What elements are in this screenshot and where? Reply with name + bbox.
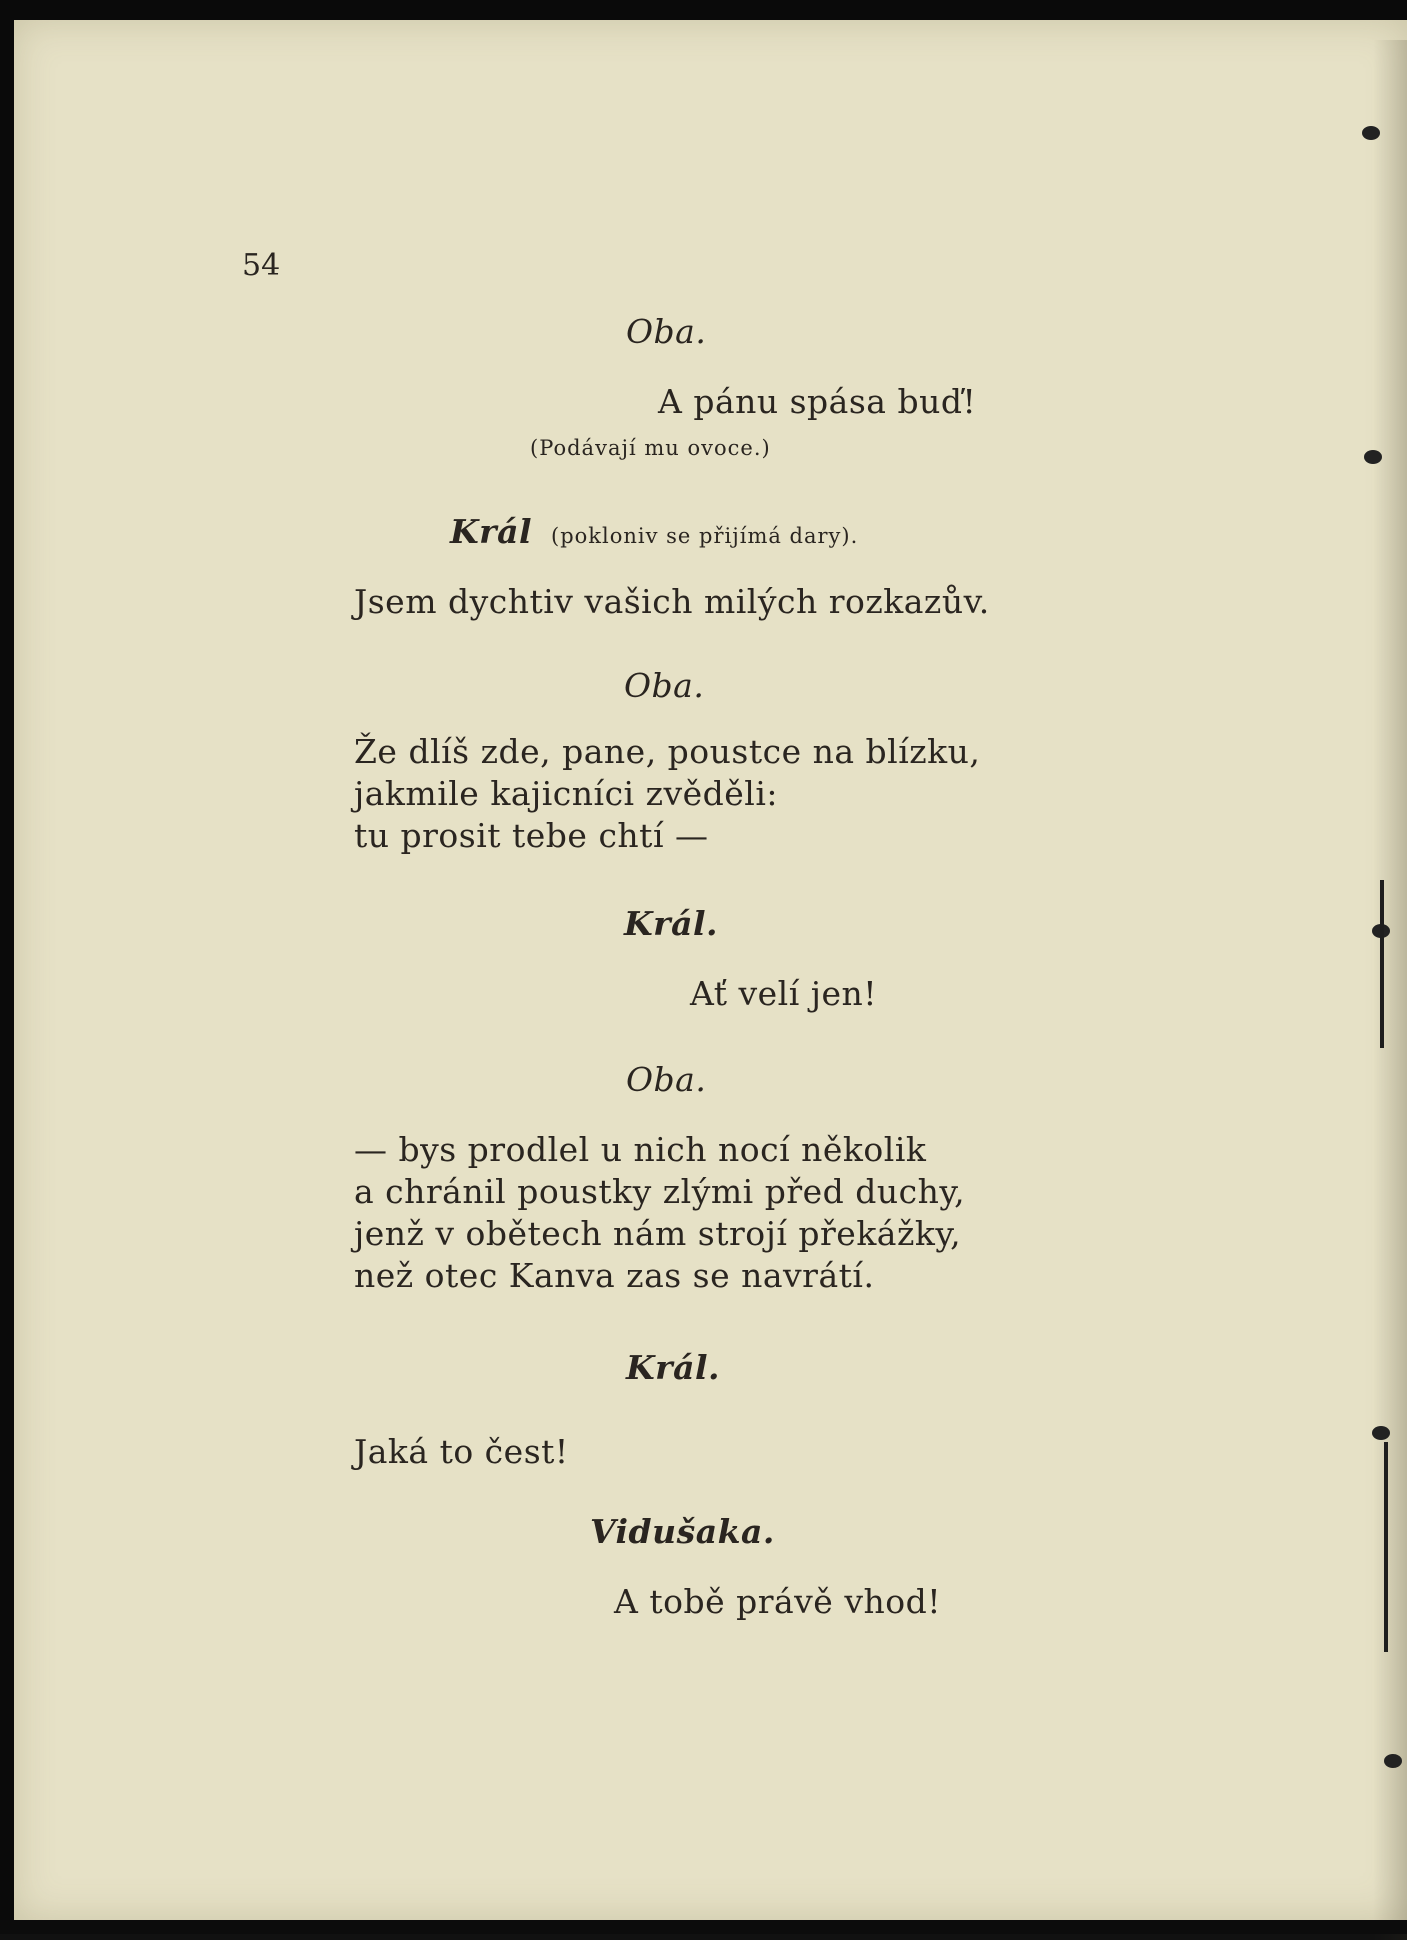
speaker-vidusaka: Vidušaka. <box>590 1512 775 1551</box>
scan-border-bottom <box>0 1920 1407 1934</box>
verse-line: jenž v obětech nám strojí překážky, <box>354 1214 962 1253</box>
page-edge-shadow <box>1373 40 1407 1940</box>
binding-mark <box>1372 1426 1390 1440</box>
binding-line <box>1384 1442 1388 1652</box>
verse-line: a chránil poustky zlými před duchy, <box>354 1172 966 1211</box>
binding-line <box>1380 880 1384 1048</box>
binding-mark <box>1362 126 1380 140</box>
page-number: 54 <box>242 248 281 283</box>
scan-border-left <box>0 0 14 1934</box>
verse-line: Že dlíš zde, pane, poustce na blízku, <box>354 732 981 771</box>
verse-line: Jsem dychtiv vašich milých rozkazův. <box>354 582 990 621</box>
verse-line: jakmile kajicníci zvěděli: <box>354 774 779 813</box>
book-page <box>14 20 1407 1920</box>
speaker-kral-1: Král <box>450 512 532 551</box>
verse-line: Ať velí jen! <box>690 974 878 1013</box>
verse-line: A tobě právě vhod! <box>614 1582 941 1621</box>
verse-line: tu prosit tebe chtí — <box>354 816 709 855</box>
verse-line: A pánu spása buď! <box>658 382 977 421</box>
verse-line: než otec Kanva zas se navrátí. <box>354 1256 875 1295</box>
speaker-oba-3: Oba. <box>626 1060 707 1099</box>
verse-line: — bys prodlel u nich nocí několik <box>354 1130 927 1169</box>
stage-direction: (Podávají mu ovoce.) <box>530 436 771 460</box>
speaker-oba-2: Oba. <box>624 666 705 705</box>
speaker-oba-1: Oba. <box>626 312 707 351</box>
binding-mark <box>1364 450 1382 464</box>
speaker-kral-2: Král. <box>624 904 718 943</box>
verse-line: Jaká to čest! <box>354 1432 569 1471</box>
speaker-with-direction <box>450 512 858 551</box>
scan-border-top <box>0 0 1407 20</box>
speaker-kral-3: Král. <box>626 1348 720 1387</box>
stage-direction: (pokloniv se přijímá dary). <box>551 524 859 548</box>
binding-mark <box>1384 1754 1402 1768</box>
